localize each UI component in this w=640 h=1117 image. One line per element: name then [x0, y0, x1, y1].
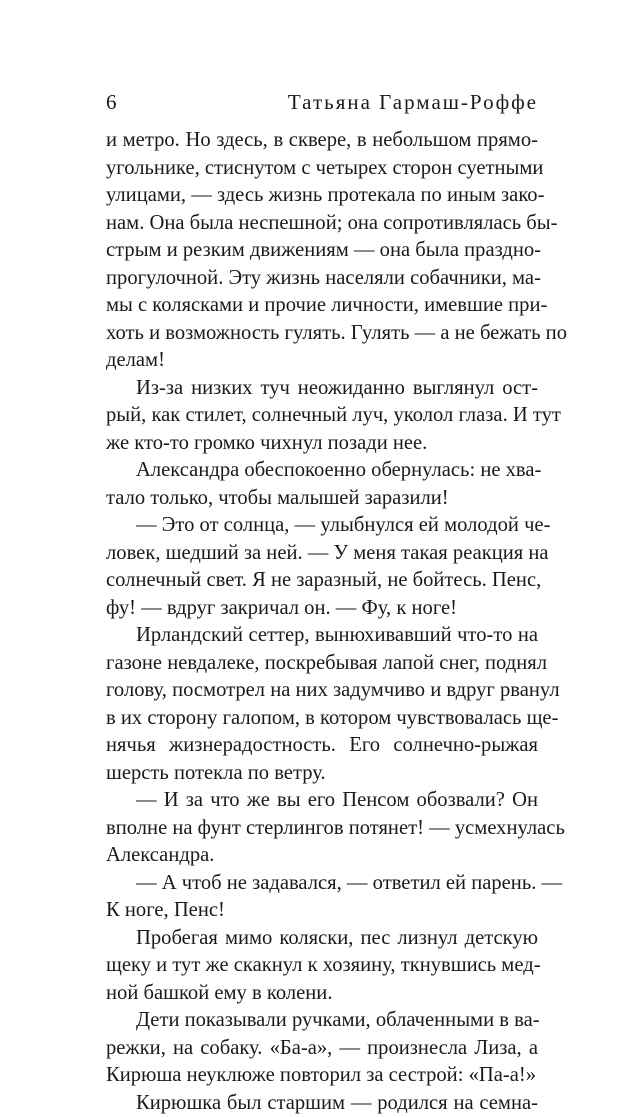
text-line: — Это от солнца, — улыбнулся ей молодой че- [106, 512, 538, 540]
text-line: хоть и возможность гулять. Гулять — а не бежать по [106, 320, 538, 348]
text-line: нам. Она была неспешной; она сопротивлялась бы- [106, 210, 538, 238]
text-line: К ноге, Пенс! [106, 897, 538, 925]
text-line: и метро. Но здесь, в сквере, в небольшом прямо- [106, 127, 538, 155]
text-line: мы с колясками и прочие личности, имевшие при- [106, 292, 538, 320]
text-line: шерсть потекла по ветру. [106, 760, 538, 788]
paragraph [106, 787, 538, 870]
text-line: угольнике, стиснутом с четырех сторон суетными [106, 155, 538, 183]
text-line: газоне невдалеке, поскребывая лапой снег, поднял [106, 650, 538, 678]
body-text [106, 127, 538, 1117]
text-line: Кирюша неуклюже повторил за сестрой: «Па-а!» [106, 1062, 538, 1090]
paragraph [106, 457, 538, 512]
text-line: щеку и тут же скакнул к хозяину, ткнувшись мед- [106, 952, 538, 980]
text-line: Дети показывали ручками, облаченными в ва- [106, 1007, 538, 1035]
paragraph [106, 622, 538, 787]
paragraph [106, 512, 538, 622]
running-head: Татьяна Гармаш-Роффе [288, 88, 538, 116]
text-line: в их сторону галопом, в котором чувствовалась ще- [106, 705, 538, 733]
text-line: же кто-то громко чихнул позади нее. [106, 430, 538, 458]
page-header [106, 88, 538, 116]
paragraph [106, 127, 538, 375]
paragraph [106, 870, 538, 925]
text-line: рый, как стилет, солнечный луч, уколол глаза. И тут [106, 402, 538, 430]
text-line: Кирюшка был старшим — родился на семна- [106, 1090, 538, 1117]
text-line: делам! [106, 347, 538, 375]
text-line: режки, на собаку. «Ба-а», — произнесла Лиза, а [106, 1035, 538, 1063]
paragraph [106, 1007, 538, 1090]
text-line: ловек, шедший за ней. — У меня такая реакция на [106, 540, 538, 568]
text-line: вполне на фунт стерлингов потянет! — усмехнулась [106, 815, 538, 843]
text-line: Ирландский сеттер, вынюхивавший что-то на [106, 622, 538, 650]
text-line: голову, посмотрел на них задумчиво и вдруг рванул [106, 677, 538, 705]
text-line: Из-за низких туч неожиданно выглянул ост- [106, 375, 538, 403]
text-line: нячья жизнерадостность. Его солнечно-рыжая [106, 732, 538, 760]
paragraph [106, 1090, 538, 1117]
paragraph [106, 925, 538, 1008]
text-line: стрым и резким движениям — она была праздно- [106, 237, 538, 265]
text-line: прогулочной. Эту жизнь населяли собачники, ма- [106, 265, 538, 293]
text-line: Пробегая мимо коляски, пес лизнул детскую [106, 925, 538, 953]
text-line: солнечный свет. Я не заразный, не бойтесь. Пенс, [106, 567, 538, 595]
paragraph [106, 375, 538, 458]
text-line: Александра обеспокоенно обернулась: не хва- [106, 457, 538, 485]
text-line: тало только, чтобы малышей заразили! [106, 485, 538, 513]
text-line: ной башкой ему в колени. [106, 980, 538, 1008]
text-line: — И за что же вы его Пенсом обозвали? Он [106, 787, 538, 815]
text-line: улицами, — здесь жизнь протекала по иным зако- [106, 182, 538, 210]
text-line: Александра. [106, 842, 538, 870]
text-line: фу! — вдруг закричал он. — Фу, к ноге! [106, 595, 538, 623]
page-number: 6 [106, 88, 117, 116]
text-line: — А чтоб не задавался, — ответил ей парень. — [106, 870, 538, 898]
